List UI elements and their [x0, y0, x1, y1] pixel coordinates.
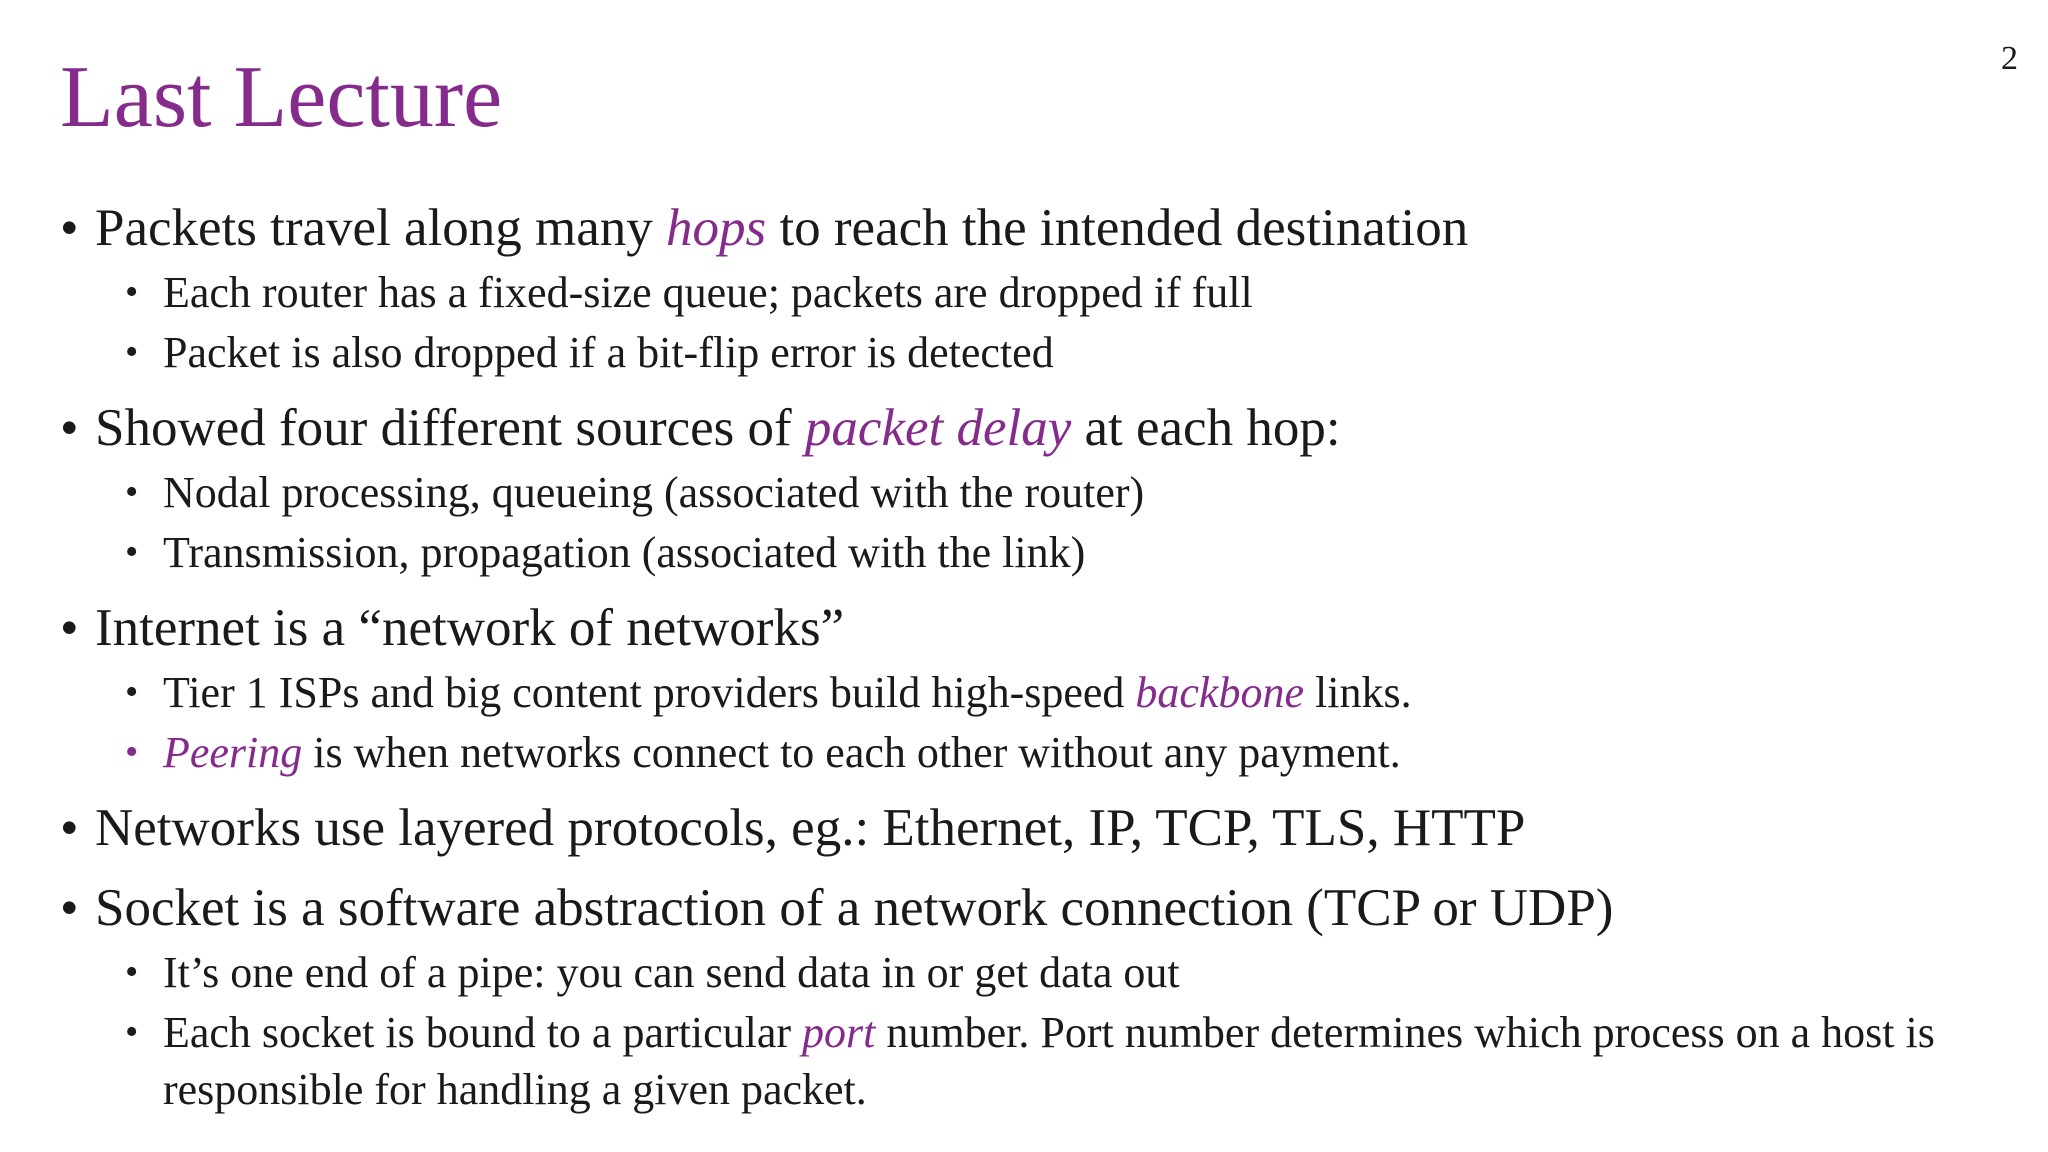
bullet-packet-delay [60, 395, 2000, 461]
bullet-network-of-networks: • Internet is a “network of networks” [60, 595, 2000, 661]
emphasis-packet-delay: packet delay [804, 399, 1072, 457]
bullet-text: Each socket is bound to a particular [163, 1008, 803, 1057]
sub-bullet-nodal-processing: • Nodal processing, queueing (associated with the router) [125, 464, 2000, 521]
sub-bullet-bit-flip: • Packet is also dropped if a bit-flip error is detected [125, 324, 2000, 381]
bullet-layered-protocols: • Networks use layered protocols, eg.: Ethernet, IP, TCP, TLS, HTTP [60, 795, 2000, 861]
emphasis-peering: Peering [163, 728, 303, 777]
emphasis-port: port [802, 1008, 876, 1057]
emphasis-hops: hops [666, 199, 767, 257]
bullet-text: Showed four different sources of [95, 399, 805, 457]
bullet-text: Packets travel along many [95, 199, 667, 257]
bullet-text: links. [1304, 668, 1412, 717]
sub-bullet-port-number [125, 1004, 2000, 1118]
emphasis-backbone: backbone [1135, 668, 1304, 717]
sub-bullet-peering [125, 724, 2000, 781]
sub-bullet-backbone [125, 664, 2000, 721]
bullet-text: Tier 1 ISPs and big content providers build high-speed [163, 668, 1136, 717]
bullet-list [60, 195, 2000, 1118]
bullet-text: number. Port number determines which process on a host is responsible for handling a given packet. [163, 1008, 1935, 1114]
sub-bullet-router-queue: • Each router has a fixed-size queue; packets are dropped if full [125, 264, 2000, 321]
bullet-packets-hops [60, 195, 2000, 261]
slide-title: Last Lecture [60, 49, 503, 146]
sub-bullet-pipe-end: • It’s one end of a pipe: you can send data in or get data out [125, 944, 2000, 1001]
sub-bullet-transmission: • Transmission, propagation (associated with the link) [125, 524, 2000, 581]
slide-number: 2 [2001, 40, 2018, 77]
bullet-socket-abstraction: • Socket is a software abstraction of a network connection (TCP or UDP) [60, 875, 2000, 941]
bullet-text: to reach the intended destination [766, 199, 1469, 257]
bullet-text: at each hop: [1071, 399, 1341, 457]
bullet-text: is when networks connect to each other without any payment. [302, 728, 1401, 777]
